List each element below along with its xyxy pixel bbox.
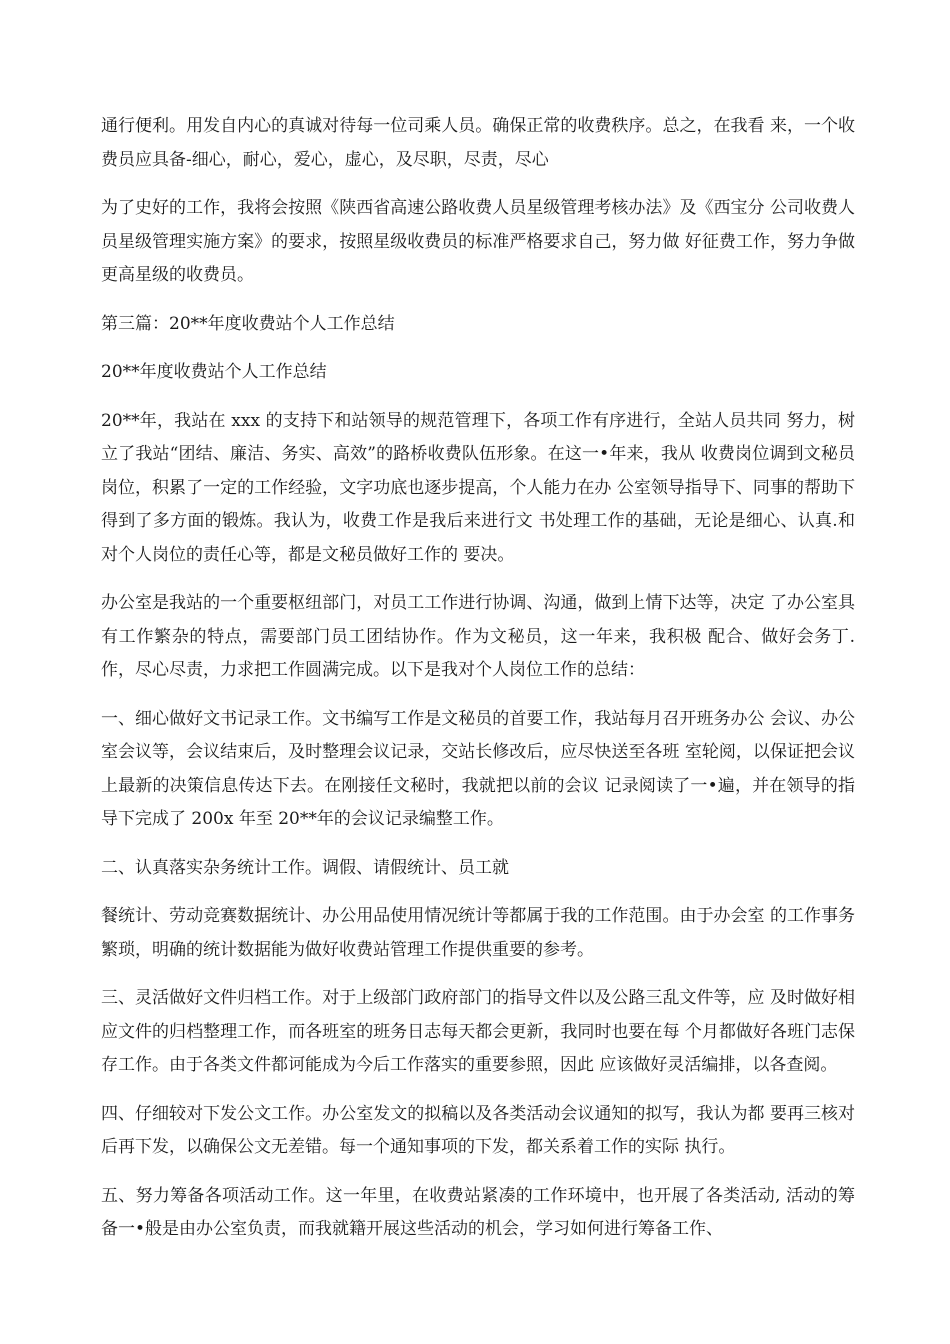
paragraph-4: 办公室是我站的一个重要枢纽部门，对员工工作进行协调、沟通，做到上情下达等，决定 了办公室具有工作繁杂的特点，需要部门员工团结协作。作为文秘员，这一年来，我积极 配合、做好会务丁.作，尽心尽责，力求把工作圆满完成。以下是我对个人岗位工作的总结： — [101, 593, 855, 680]
section-heading: 第三篇：20**年度收费站个人工作总结 — [101, 313, 395, 334]
paragraph-7: 餐统计、劳动竞赛数据统计、办公用品使用情况统计等都属于我的工作范围。由于办会室 的工作事务繁琐，明确的统计数据能为做好收费站管理工作提供重要的参考。 — [101, 906, 855, 960]
paragraph-6: 二、认真落实杂务统计工作。调假、请假统计、员工就 — [101, 857, 509, 878]
paragraph-10: 五、努力筹备各项活动工作。这一年里，在收费站紧凑的工作环境中，也开展了各类活动, 活动的筹备一•般是由办公室负责，而我就籍开展这些活动的机会，学习如何进行筹备工作、 — [101, 1185, 855, 1239]
paragraph-9: 四、仔细较对下发公文工作。办公室发文的拟稿以及各类活动会议通知的拟写，我认为都 要再三核对后再下发，以确保公文无差错。每一个通知事项的下发，都关系着工作的实际 执行。 — [101, 1103, 855, 1157]
paragraph-2: 为了史好的工作，我将会按照《陕西省高速公路收费人员星级管理考核办法》及《西宝分 公司收费人员星级管理实施方案》的要求，按照星级收费员的标准严格要求自己，努力做 好征费工作，努力争做更高星级的收费员。 — [101, 198, 855, 285]
section-title: 20**年度收费站个人工作总结 — [101, 362, 327, 382]
paragraph-5: 一、细心做好文书记录工作。文书编写工作是文秘员的首要工作，我站每月召开班务办公 会议、办公室会议等，会议结束后，及时整理会议记录，交站长修改后，应尽快送至各班 室轮阅，以保证把会议上最新的决策信息传达下去。在刚接任文秘时，我就把以前的会议 记录阅读了一•遍，并在领导的指导下完成了 200x 年至 20**年的会议记录编整工作。 — [101, 708, 855, 829]
document-body — [101, 110, 855, 1262]
paragraph-3: 20**年，我站在 xxx 的支持下和站领导的规范管理下，各项工作有序进行，全站人员共同 努力，树立了我站“团结、廉洁、务实、高效”的路桥收费队伍形象。在这一•年来，我从 收费岗位调到文秘员岗位，积累了一定的工作经验，文字功底也逐步提高，个人能力在办 公室领导指导下、同事的帮助下得到了多方面的锻炼。我认为，收费工作是我后来进行文 书处理工作的基础，无论是细心、认真.和对个人岗位的责任心等，都是文秘员做好工作的 要决。 — [101, 410, 855, 565]
paragraph-1: 通行便利。用发自内心的真诚对待每一位司乘人员。确保正常的收费秩序。总之，在我看 来，一个收费员应具备-细心，耐心，爱心，虚心，及尽职，尽责，尽心 — [101, 116, 855, 170]
paragraph-8: 三、灵活做好文件归档工作。对于上级部门政府部门的指导文件以及公路三乱文件等，应 及时做好相应文件的归档整理工作，而各班室的班务日志每天都会更新，我同时也要在每 个月都做好各班门志保存工作。由于各类文件都诃能成为今后工作落实的重要参照，因此 应该做好灵活编排，以各查阅。 — [101, 988, 855, 1075]
